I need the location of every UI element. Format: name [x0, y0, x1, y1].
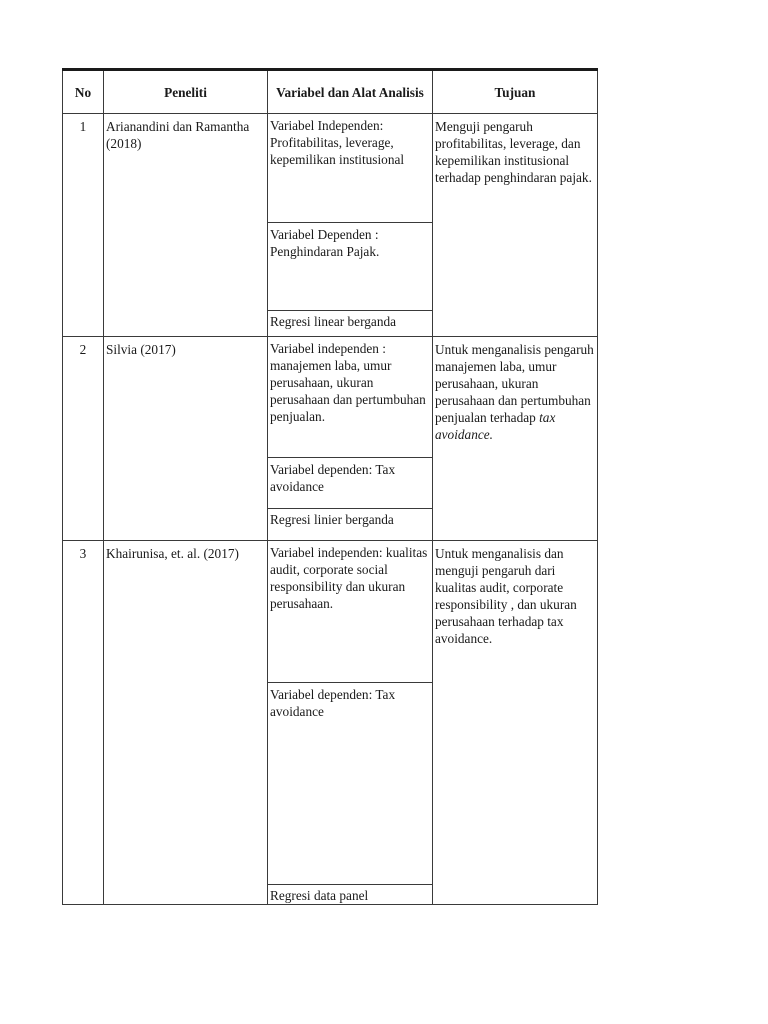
- researcher-cell: Khairunisa, et. al. (2017): [104, 541, 268, 905]
- header-peneliti: Peneliti: [104, 70, 268, 114]
- objective-text: Untuk menganalisis dan menguji pengaruh dari kualitas audit, corporate responsibility , dan ukuran perusahaan terhadap tax avoidance.: [435, 546, 577, 646]
- header-variabel: Variabel dan Alat Analisis: [268, 70, 433, 114]
- table-header-row: [63, 70, 598, 114]
- row-number: 3: [63, 541, 104, 905]
- objective-text: Menguji pengaruh profitabilitas, leverage, dan kepemilikan institusional terhadap penghindaran pajak.: [435, 119, 592, 185]
- objective-italic-text: tax avoidance.: [435, 410, 556, 442]
- variables-cell: [268, 541, 433, 905]
- independent-variable-text: Variabel independen : manajemen laba, umur perusahaan, ukuran perusahaan dan pertumbuhan penjualan.: [270, 341, 426, 424]
- researcher-cell: Silvia (2017): [104, 337, 268, 541]
- dependent-variable-text: Variabel dependen: Tax avoidance: [268, 457, 432, 508]
- variables-cell: [268, 337, 433, 541]
- table-row: [63, 114, 598, 337]
- row-number: 1: [63, 114, 104, 337]
- objective-cell: [433, 337, 598, 541]
- header-tujuan: Tujuan: [433, 70, 598, 114]
- literature-review-table: [62, 68, 598, 905]
- row-number: 2: [63, 337, 104, 541]
- analysis-method-text: Regresi data panel: [268, 884, 432, 904]
- objective-cell: [433, 541, 598, 905]
- objective-text: Untuk menganalisis pengaruh manajemen laba, umur perusahaan, ukuran perusahaan dan pertumbuhan penjualan terhadap: [435, 342, 594, 425]
- independent-variable-text: Variabel Independen: Profitabilitas, leverage, kepemilikan institusional: [270, 118, 405, 167]
- objective-cell: [433, 114, 598, 337]
- dependent-variable-text: Variabel Dependen : Penghindaran Pajak.: [268, 222, 432, 310]
- analysis-method-text: Regresi linear berganda: [268, 310, 432, 336]
- independent-variable-text: Variabel independen: kualitas audit, corporate social responsibility dan ukuran perusahaan.: [270, 545, 428, 611]
- dependent-variable-text: Variabel dependen: Tax avoidance: [268, 682, 432, 884]
- header-no: No: [63, 70, 104, 114]
- table-row: [63, 337, 598, 541]
- table-row: [63, 541, 598, 905]
- variables-cell: [268, 114, 433, 337]
- researcher-cell: Arianandini dan Ramantha (2018): [104, 114, 268, 337]
- analysis-method-text: Regresi linier berganda: [268, 508, 432, 540]
